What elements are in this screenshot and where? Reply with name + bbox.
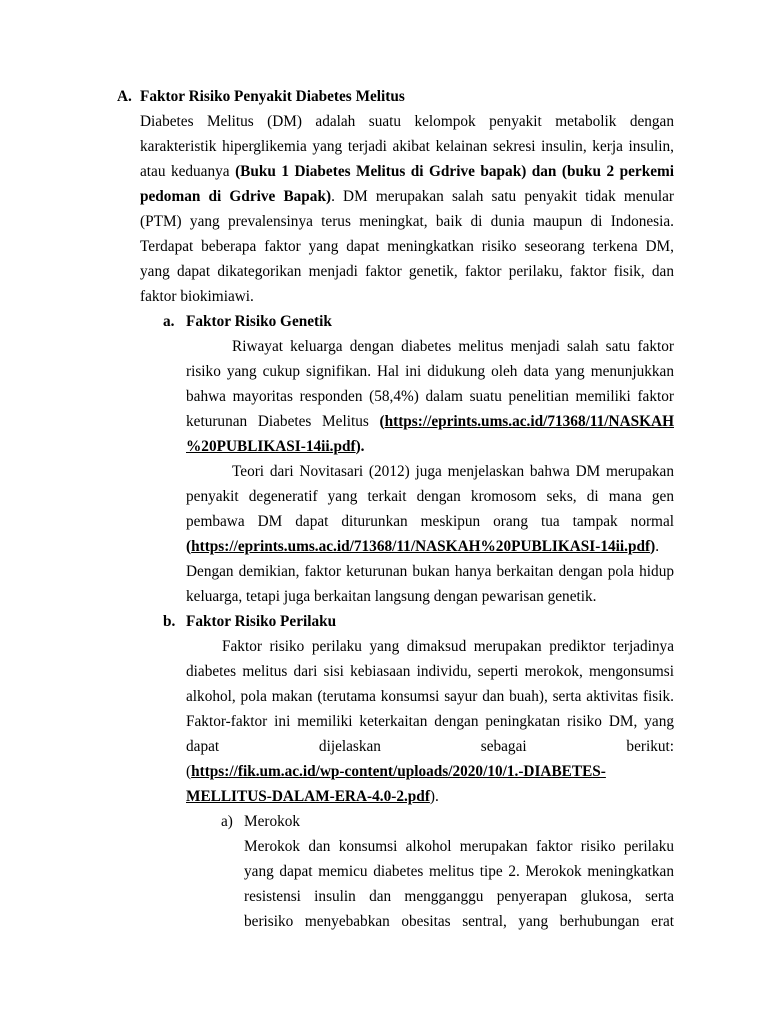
subsection-a-heading: Faktor Risiko Genetik	[186, 313, 332, 330]
reference-link[interactable]: https://eprints.ums.ac.id/71368/11/NASKAH%20PUBLIKASI-14ii.pdf	[191, 538, 651, 555]
paragraph-line: karakteristik hiperglikemia yang terjadi akibat kelainan sekresi insulin, kerja insulin,	[140, 138, 674, 155]
paragraph-line: yang dapat memicu diabetes melitus tipe 2. Merokok meningkatkan	[244, 863, 674, 880]
paragraph-line	[186, 759, 768, 784]
paragraph-line: Diabetes Melitus (DM) adalah suatu kelompok penyakit metabolik dengan	[140, 113, 674, 130]
paragraph-line: berisiko menyebabkan obesitas sentral, yang berhubungan erat	[244, 913, 674, 930]
paragraph-line: keluarga, tetapi juga berkaitan langsung dengan pewarisan genetik.	[186, 588, 597, 605]
paren-open: (	[186, 538, 192, 555]
paragraph-line	[186, 434, 768, 459]
paragraph-text: atau keduanya	[140, 163, 230, 180]
paragraph-line: alkohol, pola makan (terutama konsumsi sayur dan buah), serta aktivitas fisik.	[186, 688, 674, 705]
list-item-merokok-title-line	[0, 809, 768, 834]
paragraph-line: diabetes melitus dari sisi kebiasaan individu, seperti merokok, mengonsumsi	[186, 663, 674, 680]
section-a-heading: Faktor Risiko Penyakit Diabetes Melitus	[140, 88, 405, 105]
subsection-b-heading-line	[0, 609, 768, 634]
paragraph-text: . DM merupakan salah satu penyakit tidak menular	[331, 188, 674, 205]
paragraph-line	[186, 784, 768, 809]
section-a-marker: A.	[117, 88, 132, 105]
paragraph-line	[140, 184, 674, 209]
reference-link[interactable]: https://fik.um.ac.id/wp-content/uploads/2020/10/1.-DIABETES-	[191, 763, 606, 780]
paren-open: (	[379, 413, 385, 430]
list-item-marker: a)	[221, 813, 233, 830]
paragraph-line: Teori dari Novitasari (2012) juga menjelaskan bahwa DM merupakan	[232, 463, 674, 480]
reference-link[interactable]: https://eprints.ums.ac.id/71368/11/NASKAH	[384, 413, 674, 430]
paragraph-line: pembawa DM dapat diturunkan meskipun orang tua tampak normal	[186, 513, 674, 530]
section-a-heading-line	[0, 84, 768, 109]
paragraph-text: .	[655, 538, 660, 555]
paren-close: ).	[429, 788, 439, 805]
paragraph-line: dapat dijelaskan sebagai berikut:	[186, 738, 674, 755]
reference-link[interactable]: MELLITUS-DALAM-ERA-4.0-2.pdf	[186, 788, 430, 805]
paragraph-line: bahwa mayoritas responden (58,4%) dalam suatu penelitian memiliki faktor	[186, 388, 674, 405]
paragraph-line: Faktor-faktor ini memiliki keterkaitan dengan peningkatan risiko DM, yang	[186, 713, 674, 730]
subsection-b-marker: b.	[163, 613, 176, 630]
subsection-b-heading: Faktor Risiko Perilaku	[186, 613, 337, 630]
paragraph-line: Terdapat beberapa faktor yang dapat meningkatkan risiko seseorang terkena DM,	[140, 238, 674, 255]
paragraph-text: keturunan Diabetes Melitus	[186, 413, 369, 430]
paragraph-line: faktor biokimiawi.	[140, 288, 254, 305]
reference-bold: pedoman di Gdrive Bapak)	[140, 188, 332, 205]
list-item-title: Merokok	[244, 813, 301, 830]
paragraph-line: penyakit degeneratif yang terkait dengan kromosom seks, di mana gen	[186, 488, 674, 505]
paragraph-line: Faktor risiko perilaku yang dimaksud merupakan prediktor terjadinya	[222, 638, 674, 655]
reference-link[interactable]: %20PUBLIKASI-14ii.pdf	[186, 438, 356, 455]
paragraph-line: risiko yang cukup signifikan. Hal ini didukung oleh data yang menunjukkan	[186, 363, 674, 380]
paragraph-line: resistensi insulin dan mengganggu penyerapan glukosa, serta	[244, 888, 674, 905]
paragraph-line: Dengan demikian, faktor keturunan bukan hanya berkaitan dengan pola hidup	[186, 563, 674, 580]
paragraph-line	[186, 409, 674, 434]
paragraph-line: yang dapat dikategorikan menjadi faktor genetik, faktor perilaku, faktor fisik, dan	[140, 263, 674, 280]
subsection-a-heading-line	[0, 309, 768, 334]
paren-close: ).	[355, 438, 365, 455]
paragraph-line: Merokok dan konsumsi alkohol merupakan faktor risiko perilaku	[244, 838, 674, 855]
paren-open: (	[186, 763, 192, 780]
paragraph-line: Riwayat keluarga dengan diabetes melitus menjadi salah satu faktor	[232, 338, 674, 355]
reference-bold: (Buku 1 Diabetes Melitus di Gdrive bapak) dan (buku 2 perkemi	[235, 163, 675, 180]
paren-close: )	[650, 538, 656, 555]
paragraph-line: (PTM) yang prevalensinya terus meningkat, baik di dunia maupun di Indonesia.	[140, 213, 674, 230]
paragraph-line	[186, 534, 768, 559]
subsection-a-marker: a.	[163, 313, 175, 330]
paragraph-line	[140, 159, 674, 184]
